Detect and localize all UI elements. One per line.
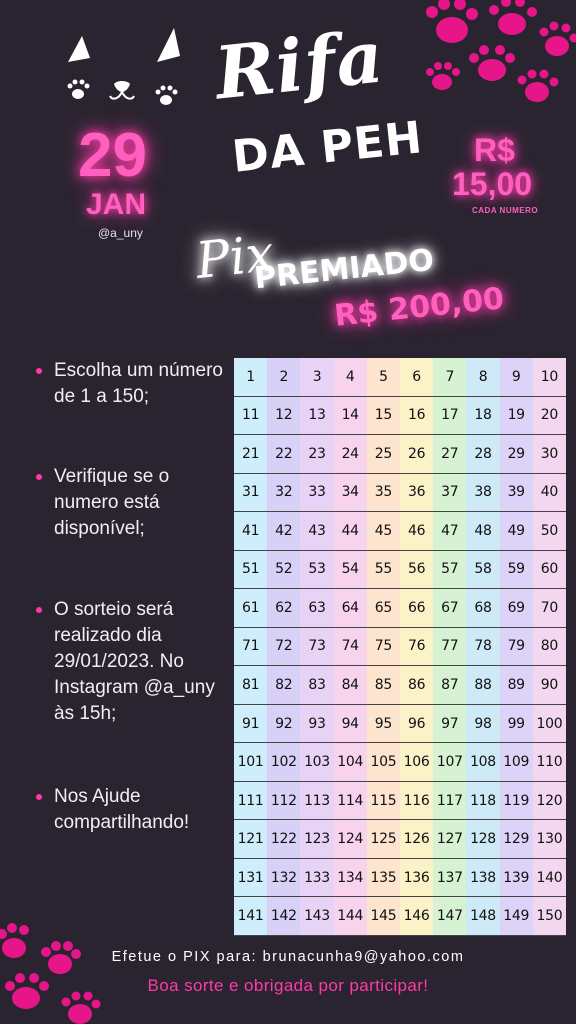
raffle-number-cell[interactable]: 34 — [334, 474, 367, 513]
raffle-number-cell[interactable]: 58 — [466, 551, 499, 590]
premiado-heading: PREMIADO — [252, 242, 436, 297]
raffle-number-cell[interactable]: 53 — [300, 551, 333, 590]
raffle-number-cell[interactable]: 91 — [234, 705, 267, 744]
raffle-number-cell[interactable]: 32 — [267, 474, 300, 513]
raffle-number-cell[interactable]: 130 — [533, 820, 566, 859]
raffle-number-cell[interactable]: 149 — [500, 897, 533, 936]
price-value: 15,00 — [452, 166, 533, 202]
raffle-number-cell[interactable]: 148 — [466, 897, 499, 936]
raffle-number-cell[interactable]: 19 — [500, 397, 533, 436]
raffle-number-cell[interactable]: 132 — [267, 859, 300, 898]
raffle-number-cell[interactable]: 39 — [500, 474, 533, 513]
raffle-number-cell[interactable]: 144 — [334, 897, 367, 936]
raffle-number-cell[interactable]: 56 — [400, 551, 433, 590]
raffle-number-cell[interactable]: 42 — [267, 512, 300, 551]
raffle-number-cell[interactable]: 36 — [400, 474, 433, 513]
raffle-number-cell[interactable]: 114 — [334, 782, 367, 821]
raffle-number-cell[interactable]: 143 — [300, 897, 333, 936]
raffle-number-cell[interactable]: 127 — [433, 820, 466, 859]
raffle-number-cell[interactable]: 49 — [500, 512, 533, 551]
raffle-number-cell[interactable]: 140 — [533, 859, 566, 898]
raffle-number-cell[interactable]: 112 — [267, 782, 300, 821]
page-subtitle: DA PEH — [229, 112, 426, 183]
raffle-number-cell[interactable]: 124 — [334, 820, 367, 859]
raffle-number-cell[interactable]: 77 — [433, 628, 466, 667]
raffle-number-cell[interactable]: 2 — [267, 358, 300, 397]
raffle-number-cell[interactable]: 65 — [367, 589, 400, 628]
raffle-number-cell[interactable]: 137 — [433, 859, 466, 898]
raffle-number-cell[interactable]: 51 — [234, 551, 267, 590]
raffle-number-cell[interactable]: 14 — [334, 397, 367, 436]
raffle-number-cell[interactable]: 145 — [367, 897, 400, 936]
raffle-number-cell[interactable]: 5 — [367, 358, 400, 397]
raffle-number-cell[interactable]: 146 — [400, 897, 433, 936]
raffle-number-cell[interactable]: 122 — [267, 820, 300, 859]
raffle-number-cell[interactable]: 44 — [334, 512, 367, 551]
raffle-number-cell[interactable]: 97 — [433, 705, 466, 744]
raffle-number-cell[interactable]: 67 — [433, 589, 466, 628]
raffle-number-cell[interactable]: 75 — [367, 628, 400, 667]
raffle-number-cell[interactable]: 20 — [533, 397, 566, 436]
raffle-number-cell[interactable]: 84 — [334, 666, 367, 705]
raffle-number-cell[interactable]: 37 — [433, 474, 466, 513]
raffle-number-cell[interactable]: 33 — [300, 474, 333, 513]
raffle-number-cell[interactable]: 38 — [466, 474, 499, 513]
draw-date-day: 29 — [78, 121, 147, 190]
raffle-number-cell[interactable]: 142 — [267, 897, 300, 936]
instruction-item: Verifique se o numero está disponível; — [38, 464, 228, 542]
raffle-number-cell[interactable]: 63 — [300, 589, 333, 628]
raffle-number-cell[interactable]: 45 — [367, 512, 400, 551]
raffle-number-cell[interactable]: 129 — [500, 820, 533, 859]
raffle-number-cell[interactable]: 88 — [466, 666, 499, 705]
raffle-number-cell[interactable]: 69 — [500, 589, 533, 628]
raffle-number-cell[interactable]: 18 — [466, 397, 499, 436]
raffle-number-cell[interactable]: 133 — [300, 859, 333, 898]
raffle-number-cell[interactable]: 104 — [334, 743, 367, 782]
raffle-number-cell[interactable]: 101 — [234, 743, 267, 782]
raffle-number-cell[interactable]: 35 — [367, 474, 400, 513]
instruction-item: O sorteio será realizado dia 29/01/2023. No Instagram @a_uny às 15h; — [38, 597, 228, 727]
raffle-number-cell[interactable]: 139 — [500, 859, 533, 898]
raffle-number-cell[interactable]: 78 — [466, 628, 499, 667]
raffle-number-cell[interactable]: 86 — [400, 666, 433, 705]
raffle-number-cell[interactable]: 113 — [300, 782, 333, 821]
raffle-number-cell[interactable]: 17 — [433, 397, 466, 436]
raffle-number-cell[interactable]: 66 — [400, 589, 433, 628]
raffle-number-cell[interactable]: 116 — [400, 782, 433, 821]
raffle-number-cell[interactable]: 118 — [466, 782, 499, 821]
raffle-number-cell[interactable]: 95 — [367, 705, 400, 744]
raffle-number-cell[interactable]: 115 — [367, 782, 400, 821]
raffle-number-cell[interactable]: 72 — [267, 628, 300, 667]
raffle-number-cell[interactable]: 85 — [367, 666, 400, 705]
raffle-number-cell[interactable]: 98 — [466, 705, 499, 744]
raffle-number-cell[interactable]: 22 — [267, 435, 300, 474]
raffle-number-cell[interactable]: 25 — [367, 435, 400, 474]
raffle-number-cell[interactable]: 59 — [500, 551, 533, 590]
raffle-number-cell[interactable]: 52 — [267, 551, 300, 590]
raffle-number-cell[interactable]: 134 — [334, 859, 367, 898]
raffle-number-cell[interactable]: 135 — [367, 859, 400, 898]
raffle-number-cell[interactable]: 7 — [433, 358, 466, 397]
instagram-handle: @a_uny — [98, 226, 143, 240]
raffle-number-cell[interactable]: 16 — [400, 397, 433, 436]
raffle-number-cell[interactable]: 131 — [234, 859, 267, 898]
raffle-number-cell[interactable]: 12 — [267, 397, 300, 436]
raffle-number-cell[interactable]: 74 — [334, 628, 367, 667]
price-currency: R$ — [474, 132, 515, 168]
raffle-number-cell[interactable]: 9 — [500, 358, 533, 397]
raffle-number-cell[interactable]: 70 — [533, 589, 566, 628]
paw-print-icon — [412, 0, 576, 110]
raffle-number-cell[interactable]: 21 — [234, 435, 267, 474]
raffle-number-cell[interactable]: 93 — [300, 705, 333, 744]
raffle-number-cell[interactable]: 4 — [334, 358, 367, 397]
raffle-number-cell[interactable]: 8 — [466, 358, 499, 397]
raffle-number-cell[interactable]: 83 — [300, 666, 333, 705]
raffle-number-cell[interactable]: 108 — [466, 743, 499, 782]
raffle-number-cell[interactable]: 147 — [433, 897, 466, 936]
raffle-number-cell[interactable]: 57 — [433, 551, 466, 590]
prize-value: R$ 200,00 — [332, 281, 506, 334]
raffle-number-cell[interactable]: 61 — [234, 589, 267, 628]
raffle-number-cell[interactable]: 138 — [466, 859, 499, 898]
raffle-number-cell[interactable]: 109 — [500, 743, 533, 782]
raffle-number-cell[interactable]: 102 — [267, 743, 300, 782]
raffle-number-cell[interactable]: 111 — [234, 782, 267, 821]
raffle-number-cell[interactable]: 81 — [234, 666, 267, 705]
raffle-number-cell[interactable]: 92 — [267, 705, 300, 744]
cat-face-icon — [62, 22, 192, 122]
raffle-number-cell[interactable]: 120 — [533, 782, 566, 821]
raffle-number-cell[interactable]: 100 — [533, 705, 566, 744]
raffle-number-cell[interactable]: 29 — [500, 435, 533, 474]
raffle-number-cell[interactable]: 110 — [533, 743, 566, 782]
thanks-message: Boa sorte e obrigada por participar! — [147, 976, 429, 995]
raffle-number-cell[interactable]: 15 — [367, 397, 400, 436]
raffle-number-cell[interactable]: 23 — [300, 435, 333, 474]
raffle-number-cell[interactable]: 64 — [334, 589, 367, 628]
raffle-number-cell[interactable]: 47 — [433, 512, 466, 551]
raffle-number-cell[interactable]: 89 — [500, 666, 533, 705]
instruction-item: Nos Ajude compartilhando! — [38, 784, 228, 836]
raffle-number-cell[interactable]: 11 — [234, 397, 267, 436]
raffle-number-cell[interactable]: 41 — [234, 512, 267, 551]
raffle-number-cell[interactable]: 43 — [300, 512, 333, 551]
draw-date-month: JAN — [86, 188, 147, 221]
raffle-number-cell[interactable]: 119 — [500, 782, 533, 821]
raffle-number-grid — [234, 358, 566, 936]
raffle-number-cell[interactable]: 50 — [533, 512, 566, 551]
raffle-number-cell[interactable]: 24 — [334, 435, 367, 474]
pix-heading: Pix — [193, 224, 277, 290]
raffle-number-cell[interactable]: 13 — [300, 397, 333, 436]
raffle-number-cell[interactable]: 31 — [234, 474, 267, 513]
price-caption: CADA NUMERO — [472, 206, 539, 215]
raffle-number-cell[interactable]: 27 — [433, 435, 466, 474]
raffle-number-cell[interactable]: 10 — [533, 358, 566, 397]
raffle-number-cell[interactable]: 90 — [533, 666, 566, 705]
raffle-number-cell[interactable]: 55 — [367, 551, 400, 590]
raffle-number-cell[interactable]: 107 — [433, 743, 466, 782]
raffle-number-cell[interactable]: 121 — [234, 820, 267, 859]
paw-print-icon — [0, 914, 110, 1024]
raffle-number-cell[interactable]: 54 — [334, 551, 367, 590]
raffle-number-cell[interactable]: 40 — [533, 474, 566, 513]
raffle-number-cell[interactable]: 126 — [400, 820, 433, 859]
raffle-number-cell[interactable]: 26 — [400, 435, 433, 474]
raffle-number-cell[interactable]: 79 — [500, 628, 533, 667]
pix-instructions: Efetue o PIX para: brunacunha9@yahoo.com — [111, 949, 465, 965]
raffle-number-cell[interactable]: 125 — [367, 820, 400, 859]
raffle-number-cell[interactable]: 82 — [267, 666, 300, 705]
raffle-number-cell[interactable]: 106 — [400, 743, 433, 782]
raffle-number-cell[interactable]: 123 — [300, 820, 333, 859]
raffle-number-cell[interactable]: 117 — [433, 782, 466, 821]
raffle-number-cell[interactable]: 105 — [367, 743, 400, 782]
raffle-number-cell[interactable]: 3 — [300, 358, 333, 397]
raffle-number-cell[interactable]: 87 — [433, 666, 466, 705]
raffle-number-cell[interactable]: 28 — [466, 435, 499, 474]
raffle-number-cell[interactable]: 48 — [466, 512, 499, 551]
raffle-number-cell[interactable]: 103 — [300, 743, 333, 782]
raffle-number-cell[interactable]: 76 — [400, 628, 433, 667]
raffle-number-cell[interactable]: 62 — [267, 589, 300, 628]
page-title: Rifa — [211, 13, 388, 116]
raffle-number-cell[interactable]: 128 — [466, 820, 499, 859]
raffle-number-cell[interactable]: 141 — [234, 897, 267, 936]
raffle-number-cell[interactable]: 136 — [400, 859, 433, 898]
raffle-number-cell[interactable]: 150 — [533, 897, 566, 936]
instruction-item: Escolha um número de 1 a 150; — [38, 358, 228, 410]
raffle-number-cell[interactable]: 96 — [400, 705, 433, 744]
raffle-number-cell[interactable]: 6 — [400, 358, 433, 397]
raffle-number-cell[interactable]: 30 — [533, 435, 566, 474]
raffle-number-cell[interactable]: 73 — [300, 628, 333, 667]
raffle-number-cell[interactable]: 94 — [334, 705, 367, 744]
raffle-number-cell[interactable]: 46 — [400, 512, 433, 551]
raffle-number-cell[interactable]: 68 — [466, 589, 499, 628]
raffle-number-cell[interactable]: 60 — [533, 551, 566, 590]
raffle-number-cell[interactable]: 71 — [234, 628, 267, 667]
raffle-number-cell[interactable]: 1 — [234, 358, 267, 397]
raffle-number-cell[interactable]: 80 — [533, 628, 566, 667]
raffle-number-cell[interactable]: 99 — [500, 705, 533, 744]
